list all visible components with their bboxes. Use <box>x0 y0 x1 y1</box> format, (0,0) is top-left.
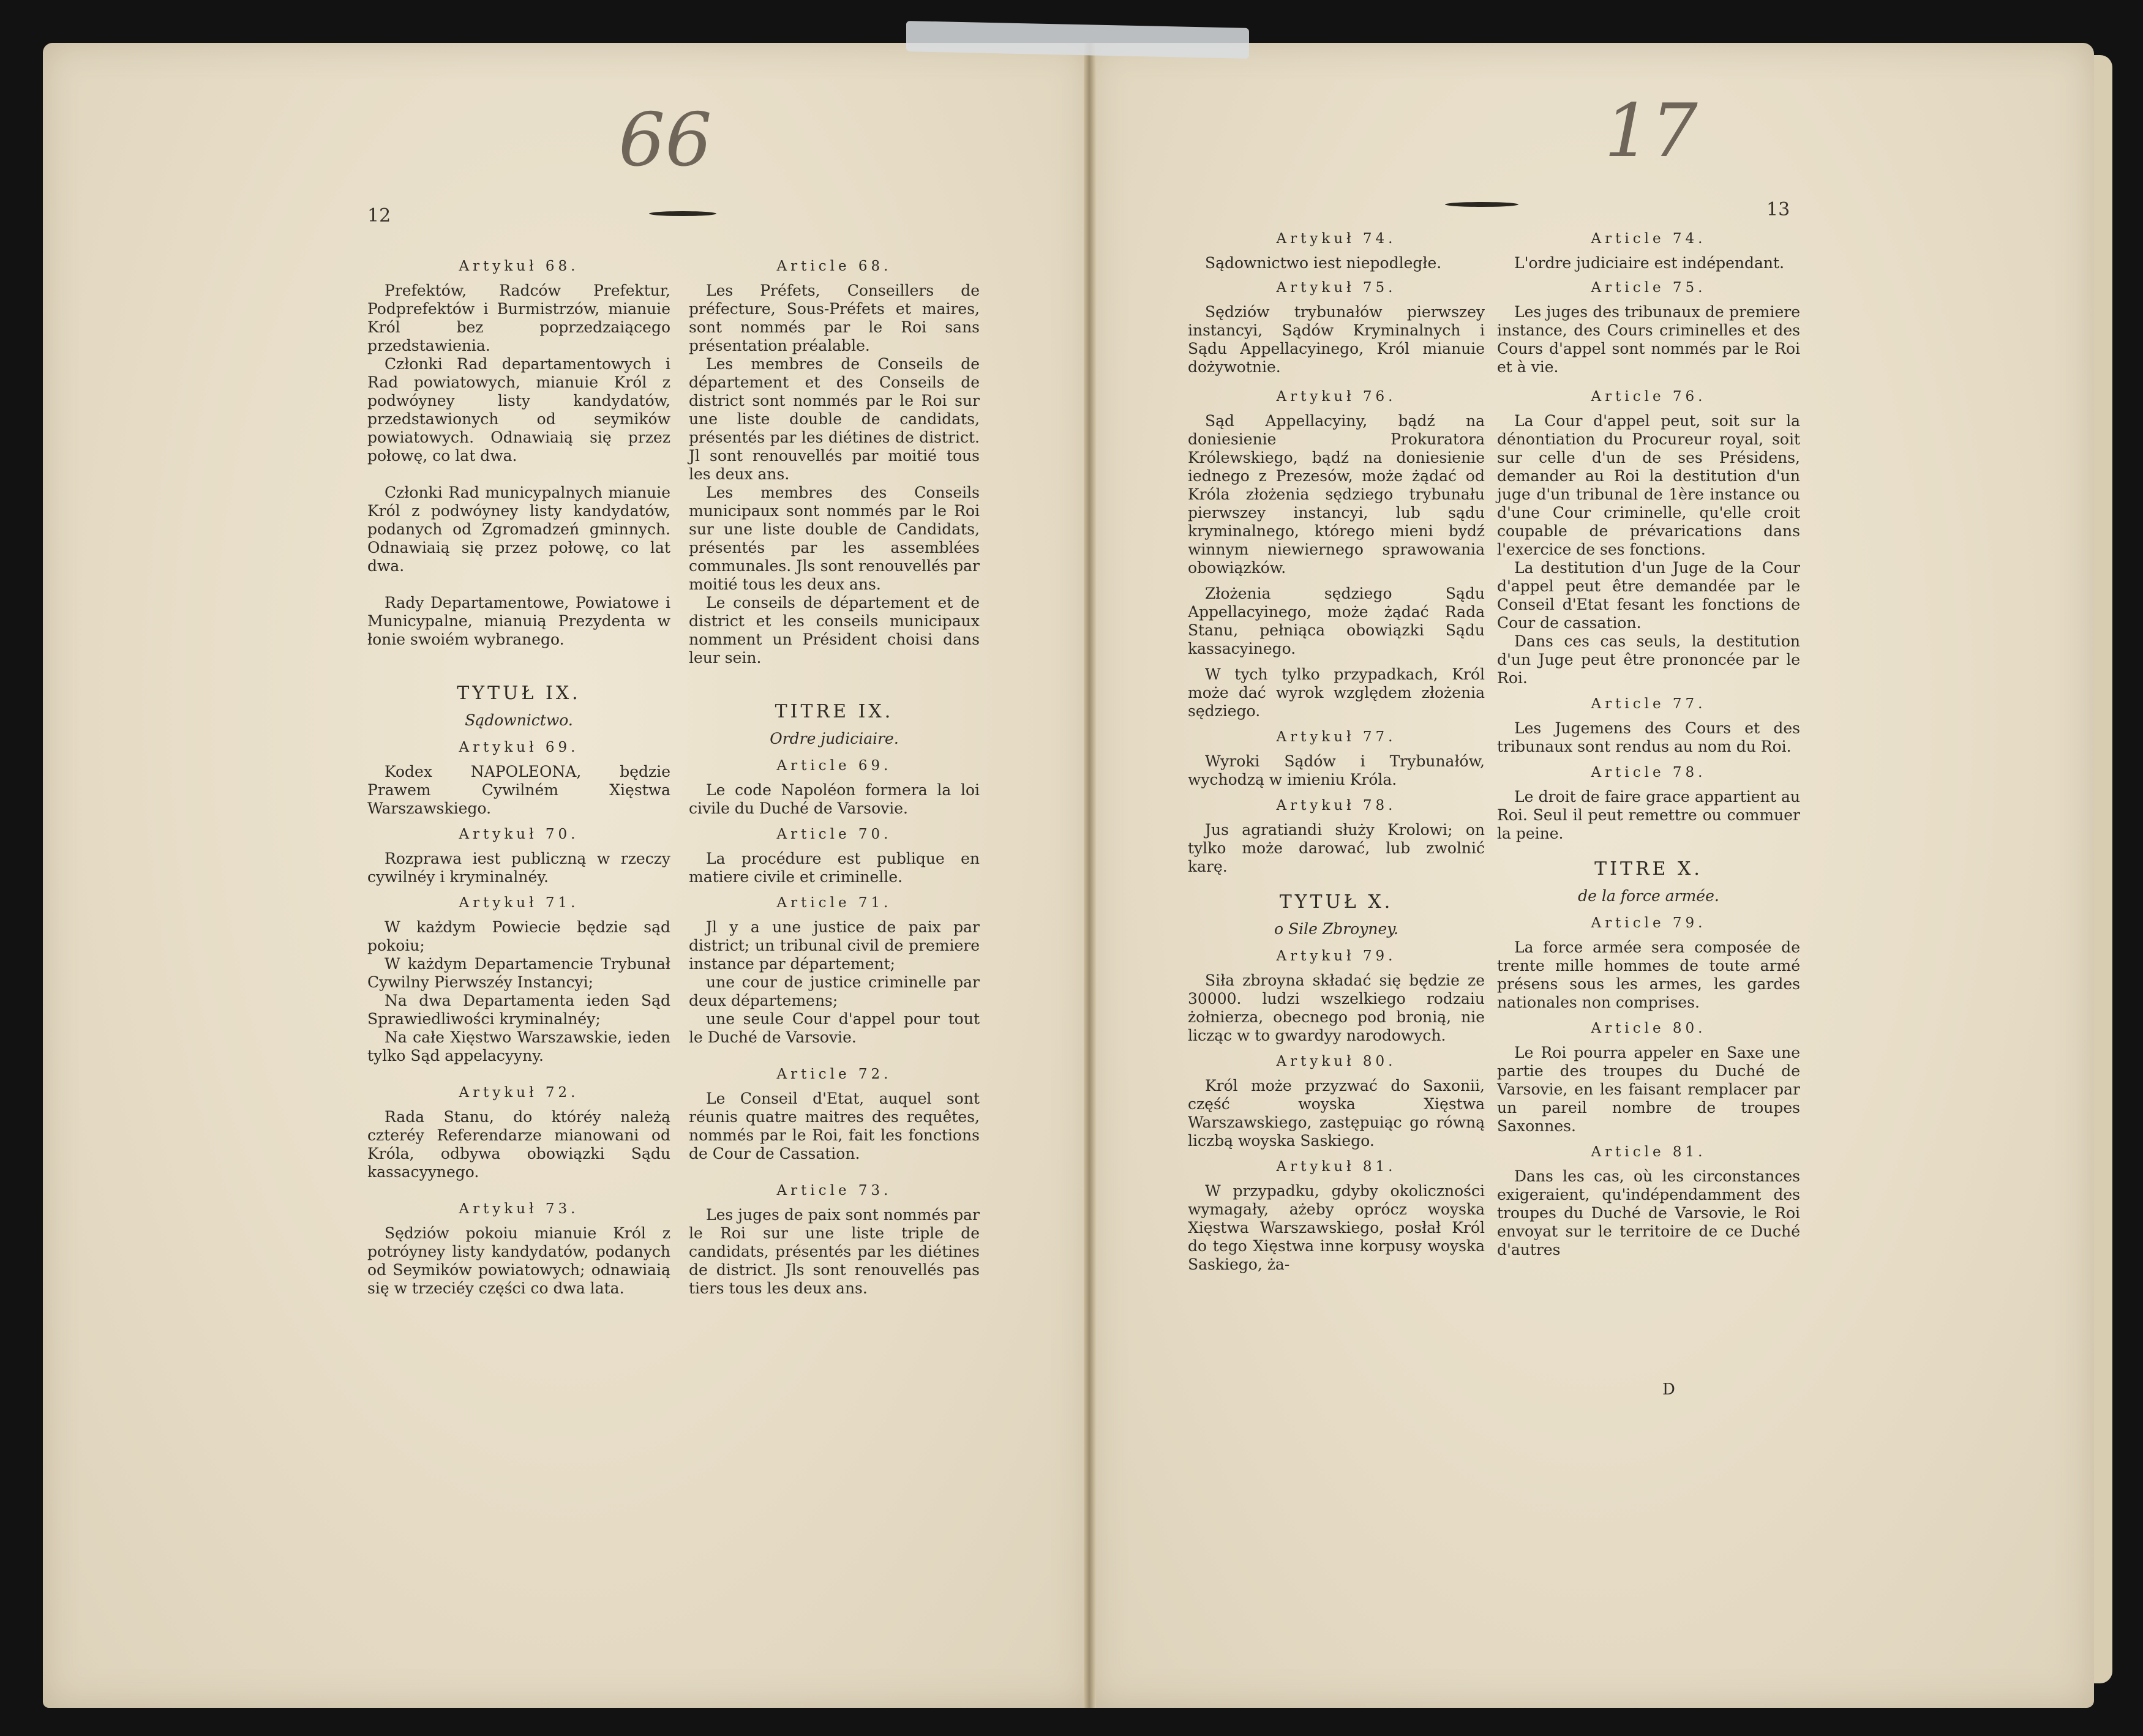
article-heading: Artykuł 72. <box>459 1085 579 1101</box>
paragraph: La procédure est publique en matiere civile et criminelle. <box>689 850 980 886</box>
article-heading: Article 77. <box>1591 696 1706 712</box>
paragraph: W przypadku, gdyby okoliczności wymagały, ażeby oprócz woyska Xięstwa Warszawskiego, posłał Król do tego Xięstwa inne korpusy woyska Saskiego, ża- <box>1188 1182 1485 1273</box>
paragraph: Siła zbroyna składać się będzie ze 30000. ludzi wszelkiego rodzaiu żołnierza, obecnego pod bronią, nie licząc w to gwardyy narodowych. <box>1188 971 1485 1044</box>
handwritten-page-number-left: 66 <box>618 98 712 183</box>
paragraph: Les membres de Conseils de département et des Conseils de district sont nommés par le Roi sur une liste double de candidats, présentés par les diétines de district. Jl sont renouvellés par moitié tous les deux ans. <box>689 355 980 483</box>
article-heading: Artykuł 68. <box>459 258 579 274</box>
paragraph: W każdym Powiecie będzie sąd pokoiu; <box>367 918 670 954</box>
article-heading: Artykuł 81. <box>1276 1159 1397 1175</box>
paragraph: Jl y a une justice de paix par district; un tribunal civil de premiere instance par département; <box>689 918 980 973</box>
title-heading: TITRE X. <box>1594 858 1703 880</box>
paragraph: Rady Departamentowe, Powiatowe i Municypalne, mianuią Prezydenta w łonie swoiém wybranego. <box>367 594 670 648</box>
article-heading: Article 76. <box>1591 389 1706 405</box>
article-heading: Article 70. <box>776 826 892 842</box>
title-heading: TYTUŁ X. <box>1279 891 1394 913</box>
article-heading: Article 79. <box>1591 915 1706 931</box>
header-ornament-left <box>649 211 716 216</box>
paragraph: Sądownictwo iest niepodległe. <box>1205 254 1442 272</box>
article-heading: Artykuł 74. <box>1276 231 1397 247</box>
paragraph: La destitution d'un Juge de la Cour d'appel peut être demandée par le Conseil d'Etat fesant les fonctions de Cour de cassation. <box>1497 559 1800 632</box>
article-heading: Article 68. <box>776 258 892 274</box>
paragraph: Les juges des tribunaux de premiere instance, des Cours criminelles et des Cours d'appel sont nommés par le Roi et à vie. <box>1497 303 1800 376</box>
title-heading: TYTUŁ IX. <box>457 683 581 704</box>
article-heading: Article 81. <box>1591 1144 1706 1160</box>
paragraph: Les Préfets, Conseillers de préfecture, Sous-Préfets et maires, sont nommés par le Roi sans présentation préalable. <box>689 282 980 354</box>
title-subheading: o Sile Zbroyney. <box>1274 920 1398 938</box>
paragraph: Jus agratiandi służy Krolowi; on tylko może darować, lub zwolnić karę. <box>1188 821 1485 875</box>
paragraph: Rozprawa iest publiczną w rzeczy cywilnéy i kryminalnéy. <box>367 850 670 886</box>
article-heading: Artykuł 78. <box>1276 798 1397 814</box>
article-heading: Artykuł 73. <box>459 1201 579 1217</box>
paragraph: Les Jugemens des Cours et des tribunaux sont rendus au nom du Roi. <box>1497 719 1800 755</box>
paragraph: Wyroki Sądów i Trybunałów, wychodzą w imieniu Króla. <box>1188 752 1485 788</box>
article-heading: Article 72. <box>776 1066 892 1082</box>
paragraph: W każdym Departamencie Trybunał Cywilny Pierwszéy Instancyi; <box>367 955 670 991</box>
article-heading: Artykuł 70. <box>459 826 579 842</box>
article-heading: Article 73. <box>776 1183 892 1199</box>
book-gutter <box>1084 43 1096 1708</box>
paragraph: Le code Napoléon formera la loi civile du Duché de Varsovie. <box>689 781 980 817</box>
paragraph: W tych tylko przypadkach, Król może dać wyrok względem złożenia sędziego. <box>1188 665 1485 720</box>
paragraph: Les juges de paix sont nommés par le Roi sur une liste triple de candidats, présentés par les diétines de district. Jls sont renouvellés pas tiers tous les deux ans. <box>689 1206 980 1297</box>
paragraph: Rada Stanu, do któréy należą czteréy Referendarze mianowani od Króla, odbywa obowiązki Sądu kassacyynego. <box>367 1108 670 1181</box>
article-heading: Artykuł 77. <box>1276 729 1397 745</box>
paragraph: Le Conseil d'Etat, auquel sont réunis quatre maitres des requêtes, nommés par le Roi, fait les fonctions de Cour de Cassation. <box>689 1090 980 1162</box>
article-heading: Artykuł 76. <box>1276 389 1397 405</box>
paragraph: Członki Rad municypalnych mianuie Król z podwóyney listy kandydatów, podanych od Zgromadzeń gminnych. Odnawiaią się przez połowę, co lat dwa. <box>367 484 670 575</box>
paragraph: Złożenia sędziego Sądu Appellacyinego, może żądać Rada Stanu, pełniąca obowiązki Sądu kassacyinego. <box>1188 585 1485 657</box>
paragraph: Dans les cas, où les circonstances exigeraient, qu'indépendamment des troupes du Duché de Varsovie, le Roi envoyat sur le territoire de ce Duché d'autres <box>1497 1167 1800 1259</box>
title-heading: TITRE IX. <box>775 701 894 722</box>
article-heading: Artykuł 79. <box>1276 948 1397 964</box>
paragraph: Na całe Xięstwo Warszawskie, ieden tylko Sąd appelacyyny. <box>367 1028 670 1064</box>
page-number-right: 13 <box>1766 199 1790 220</box>
article-heading: Article 80. <box>1591 1020 1706 1036</box>
title-subheading: Sądownictwo. <box>465 711 573 729</box>
paragraph: L'ordre judiciaire est indépendant. <box>1514 254 1785 272</box>
article-heading: Article 75. <box>1591 280 1706 296</box>
article-heading: Article 74. <box>1591 231 1706 247</box>
paragraph: Sędziów trybunałów pierwszey instancyi, Sądów Kryminalnych i Sądu Appellacyinego, Król mianuie dożywotnie. <box>1188 303 1485 376</box>
header-ornament-right <box>1445 202 1518 207</box>
title-subheading: de la force armée. <box>1578 887 1719 905</box>
page-number-left: 12 <box>367 205 391 226</box>
polish-column-left <box>367 257 670 1298</box>
signature-mark: D <box>1662 1380 1675 1399</box>
paragraph: Le Roi pourra appeler en Saxe une partie des troupes du Duché de Varsovie, en les faisant remplacer par un pareil nombre de troupes Saxonnes. <box>1497 1044 1800 1135</box>
article-heading: Artykuł 71. <box>459 895 579 911</box>
article-heading: Artykuł 80. <box>1276 1053 1397 1069</box>
handwritten-page-number-right: 17 <box>1604 89 1698 174</box>
article-heading: Artykuł 75. <box>1276 280 1397 296</box>
paragraph: Sędziów pokoiu mianuie Król z potróyney listy kandydatów, podanych od Seymików powiatowych; odnawiaią się w trzeciéy części co dwa lata. <box>367 1224 670 1297</box>
paragraph: Prefektów, Radców Prefektur, Podprefektów i Burmistrzów, mianuie Król bez poprzedzaiącego przedstawienia. <box>367 282 670 354</box>
paragraph: une seule Cour d'appel pour tout le Duché de Varsovie. <box>689 1010 980 1046</box>
title-subheading: Ordre judiciaire. <box>770 730 899 747</box>
polish-column-right <box>1188 230 1485 1274</box>
paragraph: Dans ces cas seuls, la destitution d'un Juge peut être prononcée par le Roi. <box>1497 632 1800 687</box>
french-column-right <box>1497 230 1800 1259</box>
paragraph: une cour de justice criminelle par deux départemens; <box>689 973 980 1009</box>
paragraph: Le droit de faire grace appartient au Roi. Seul il peut remettre ou commuer la peine. <box>1497 788 1800 842</box>
paragraph: La force armée sera composée de trente mille hommes de toute armé présens sous les armes, les gardes nationales non comprises. <box>1497 938 1800 1011</box>
article-heading: Article 69. <box>776 758 892 774</box>
paragraph: Les membres des Conseils municipaux sont nommés par le Roi sur une liste double de Candidats, présentés par les assemblées communales. Jls sont renouvellés par moitié tous les deux ans. <box>689 484 980 593</box>
paragraph: Sąd Appellacyiny, bądź na doniesienie Prokuratora Królewskiego, bądź na doniesienie iednego z Prezesów, może żądać od Króla złożenia sędziego trybunału pierwszey instancyi, lub sądu kryminalnego, którego mieni bydź winnym niewiernego sprawowania obowiązków. <box>1188 412 1485 577</box>
paragraph: Członki Rad departamentowych i Rad powiatowych, mianuie Król z podwóyney listy kandydatów, przedstawionych od seymików powiatowych. Odnawiaią się przez połowę, co lat dwa. <box>367 355 670 465</box>
french-column-left <box>689 257 980 1298</box>
article-heading: Article 71. <box>776 895 892 911</box>
paragraph: Na dwa Departamenta ieden Sąd Sprawiedliwości kryminalnéy; <box>367 992 670 1028</box>
article-heading: Article 78. <box>1591 765 1706 780</box>
article-heading: Artykuł 69. <box>459 739 579 755</box>
paragraph: La Cour d'appel peut, soit sur la dénontiation du Procureur royal, soit sur celle d'un de ses Présidens, demander au Roi la destitution d'un juge d'un tribunal de 1ère instance ou d'une Cour criminelle, qu'elle croit coupable de prévarications dans l'exercice de ses fonctions. <box>1497 412 1800 558</box>
paragraph: Kodex NAPOLEONA, będzie Prawem Cywilném Xięstwa Warszawskiego. <box>367 763 670 817</box>
paragraph: Le conseils de département et de district et les conseils municipaux nomment un Président choisi dans leur sein. <box>689 594 980 667</box>
paragraph: Król może przyzwać do Saxonii, część woyska Xięstwa Warszawskiego, zastępuiąc go równą liczbą woyska Saskiego. <box>1188 1077 1485 1150</box>
